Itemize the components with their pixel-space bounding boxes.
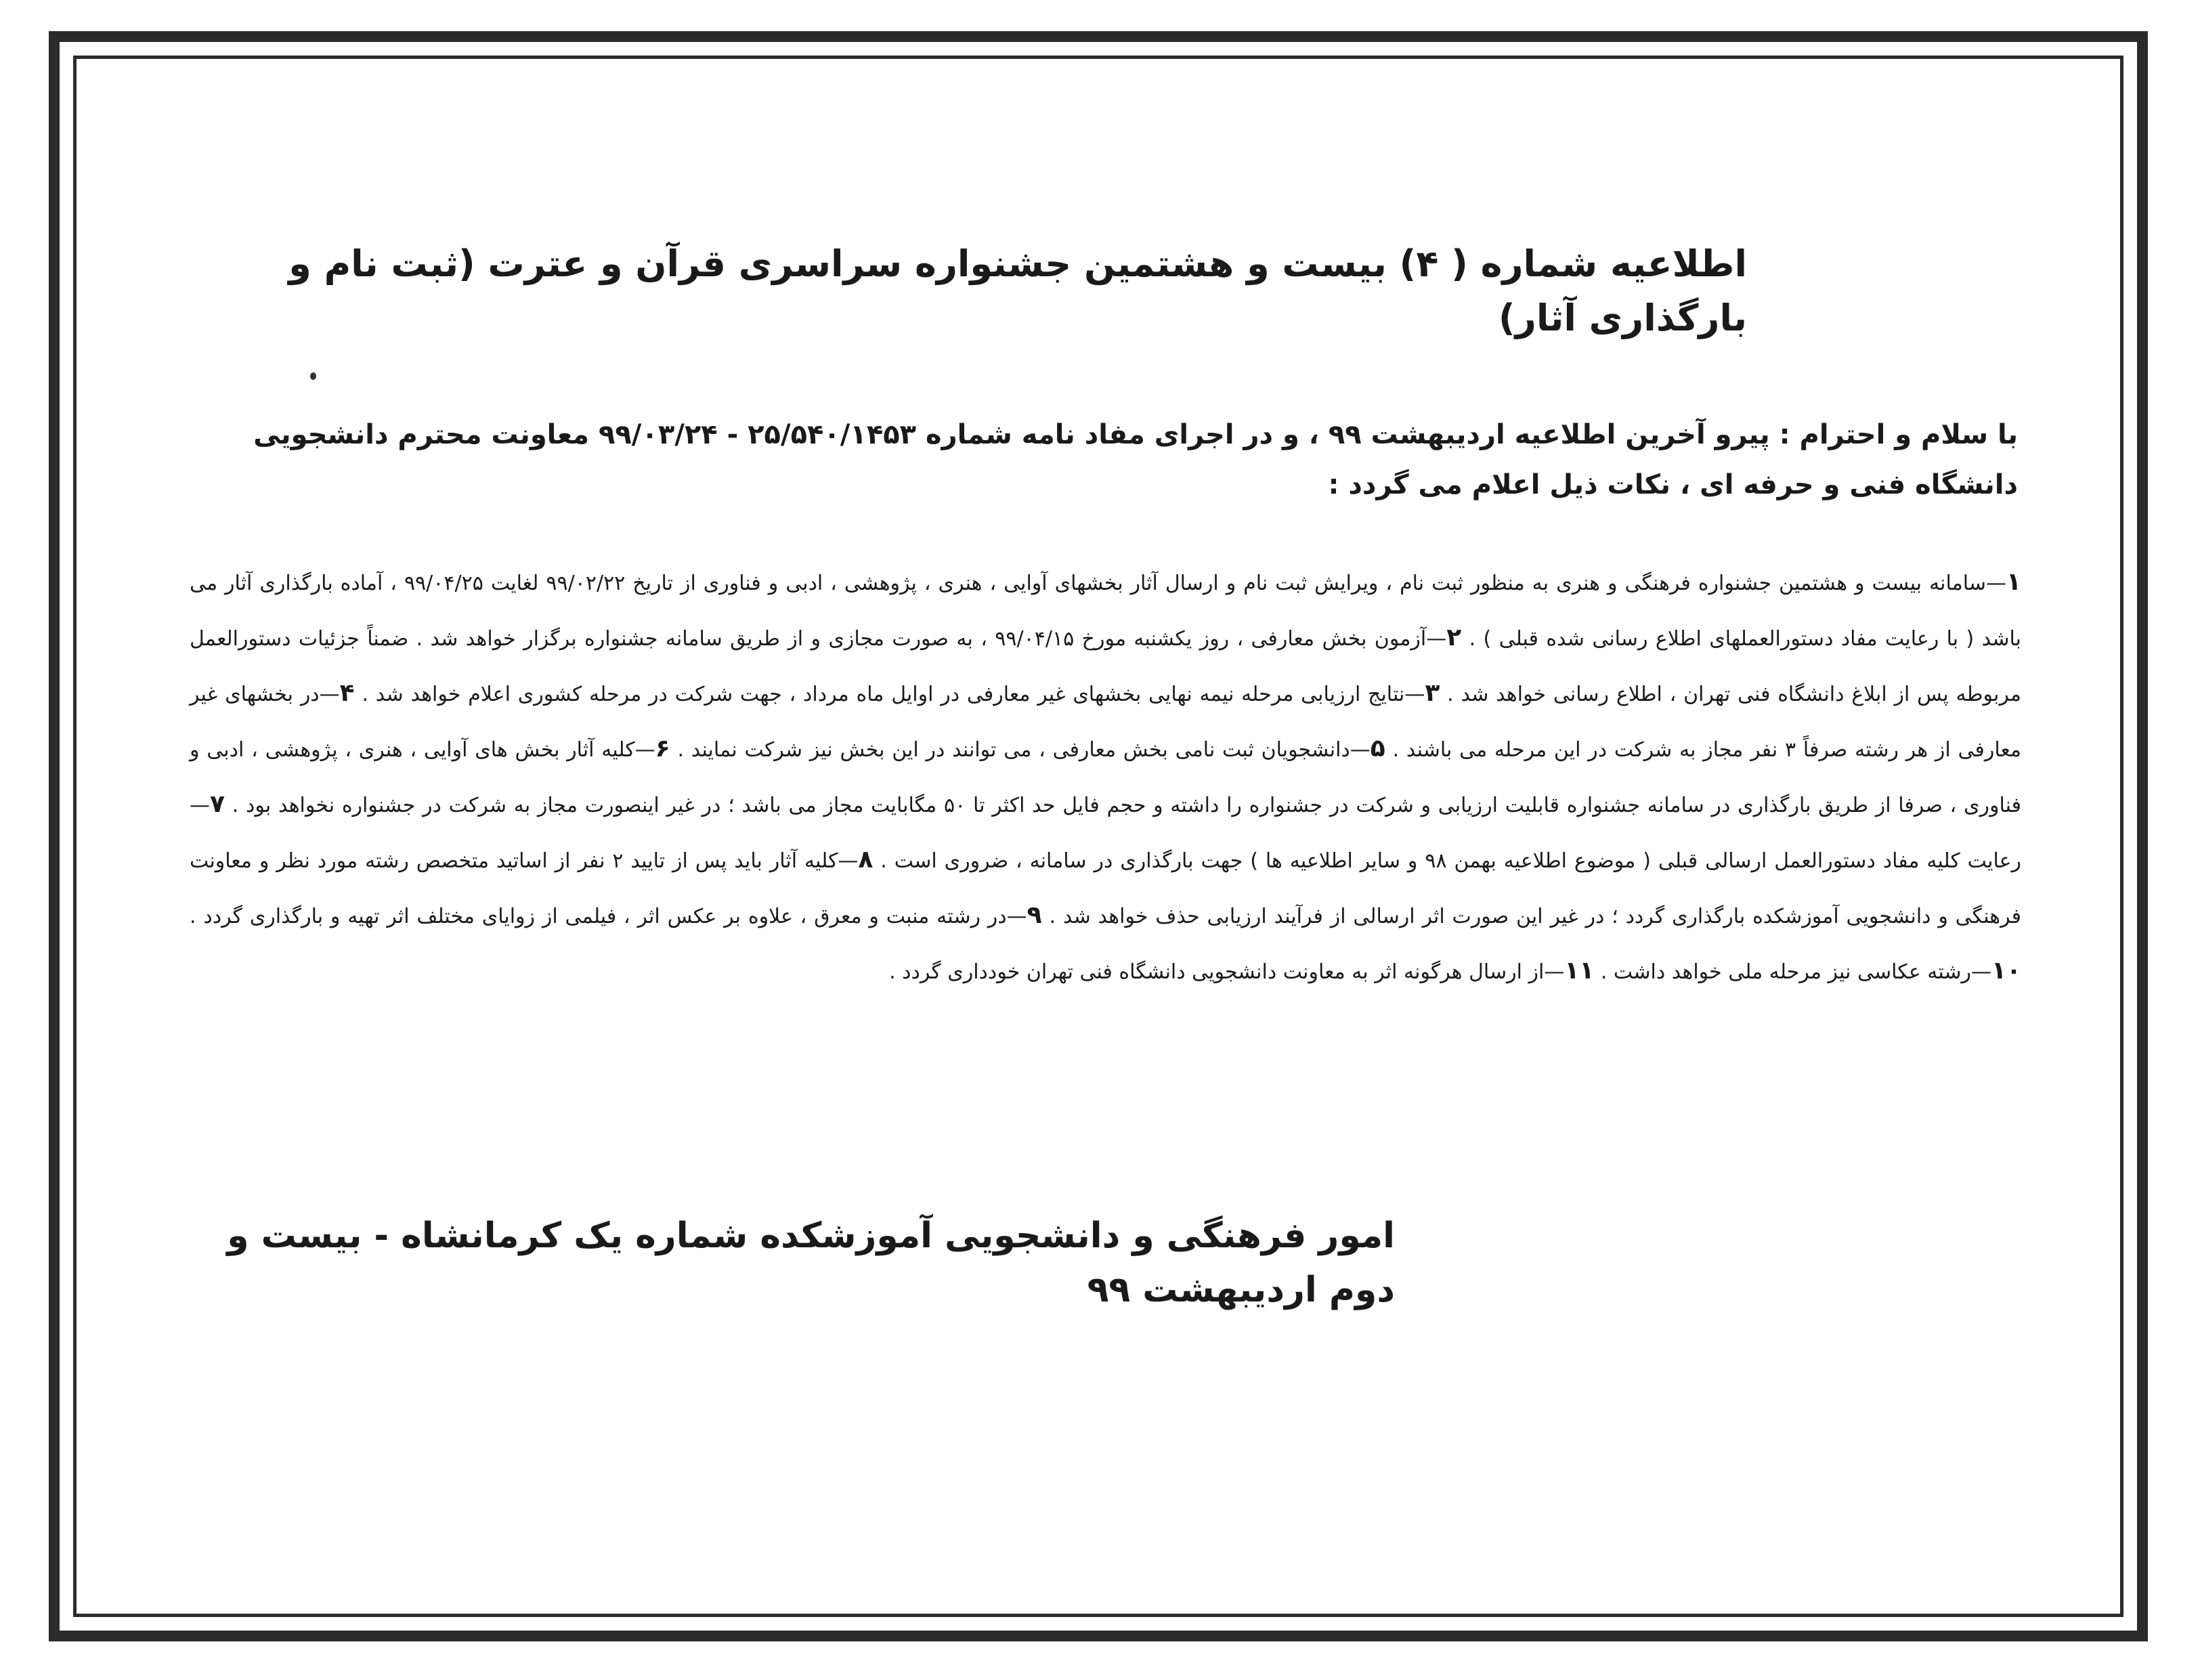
item-number: ۶ [655, 735, 670, 762]
item-text: از ارسال هرگونه اثر به معاونت دانشجویی دانشگاه فنی تهران خودداری گردد . [889, 960, 1545, 984]
list-item: ۱۱—از ارسال هرگونه اثر به معاونت دانشجویی دانشگاه فنی تهران خودداری گردد . [889, 957, 1595, 985]
list-item: ۶—کلیه آثار بخش های آوایی ، هنری ، پژوهشی ، ادبی و فناوری ، صرفا از طریق بارگذاری در سامانه جشنواره قابلیت ارزیابی و شرکت در جشنواره را داشته و حجم فایل حد اکثر تا ۵۰ مگابایت مجاز می باشد ؛ در غیر اینصورت مجاز به شرکت در جشنواره نخواهد بود . [190, 735, 2021, 817]
item-text: رعایت کلیه مفاد دستورالعمل ارسالی قبلی ( موضوع اطلاعیه بهمن ۹۸ و سایر اطلاعیه ها ) جهت بارگذاری در سامانه ، ضروری است . [880, 849, 2021, 873]
item-number: ۱۰ [1991, 957, 2021, 985]
item-text: دانشجویان ثبت نامی بخش معارفی ، می توانند در این بخش نیز شرکت نمایند . [677, 738, 1350, 762]
list-item: ۱۰—رشته عکاسی نیز مرحله ملی خواهد داشت . [1600, 957, 2021, 985]
item-text: رشته عکاسی نیز مرحله ملی خواهد داشت . [1600, 960, 1972, 984]
list-item: ۵—دانشجویان ثبت نامی بخش معارفی ، می توانند در این بخش نیز شرکت نمایند . [677, 735, 1385, 762]
stray-mark [310, 372, 316, 380]
list-item: ۴—در بخشهای غیر معارفی از هر رشته صرفاً ۳ نفر مجاز به شرکت در این مرحله می باشند . [190, 679, 2021, 762]
item-number: ۵ [1370, 735, 1385, 762]
list-item: ۱—سامانه بیست و هشتمین جشنواره فرهنگی و هنری به منظور ثبت نام ، ویرایش ثبت نام و ارسال آثار بخشهای آوایی ، هنری ، پژوهشی ، ادبی و فناوری از تاریخ ۹۹/۰۲/۲۲ لغایت ۹۹/۰۴/۲۵ ، آماده بارگذاری آثار می باشد ( با رعایت مفاد دستورالعملهای اطلاع رسانی شده قبلی ) . [190, 568, 2022, 651]
item-text: سامانه بیست و هشتمین جشنواره فرهنگی و هنری به منظور ثبت نام ، ویرایش ثبت نام و ارسال آثار بخشهای آوایی ، هنری ، پژوهشی ، ادبی و فناوری از تاریخ ۹۹/۰۲/۲۲ لغایت ۹۹/۰۴/۲۵ ، آماده بارگذاری آثار می باشد ( با رعایت مفاد دستورالعملهای اطلاع رسانی شده قبلی ) . [190, 572, 2021, 651]
item-number: ۳ [1425, 679, 1440, 707]
list-item: ۷—رعایت کلیه مفاد دستورالعمل ارسالی قبلی ( موضوع اطلاعیه بهمن ۹۸ و سایر اطلاعیه ها ) جهت بارگذاری در سامانه ، ضروری است . [190, 790, 2021, 873]
list-item: ۲—آزمون بخش معارفی ، روز یکشنبه مورخ ۹۹/۰۴/۱۵ ، به صورت مجازی و از طریق سامانه جشنواره برگزار خواهد شد . ضمناً جزئیات دستورالعمل مربوطه پس از ابلاغ دانشگاه فنی تهران ، اطلاع رسانی خواهد شد . [190, 624, 2021, 706]
announcement-title: اطلاعیه شماره ( ۴) بیست و هشتمین جشنواره سراسری قرآن و عترت (ثبت نام و بارگذاری آثار) [288, 242, 1747, 339]
list-item: ۹—در رشته منبت و معرق ، علاوه بر عکس اثر ، فیلمی از زوایای مختلف اثر تهیه و بارگذاری گردد . [190, 901, 1042, 929]
item-number: ۱۱ [1564, 957, 1595, 985]
item-number: ۱ [2006, 568, 2022, 596]
greeting-paragraph: با سلام و احترام : پیرو آخرین اطلاعیه اردیبهشت ۹۹ ، و در اجرای مفاد نامه شماره ۲۵/۵۴۰/۱۴۵۳ - ۹۹/۰۳/۲۴ معاونت محترم دانشجویی دانشگاه فنی و حرفه ای ، نکات ذیل اعلام می گردد : [253, 419, 2018, 500]
item-number: ۷ [210, 790, 225, 818]
item-text: آزمون بخش معارفی ، روز یکشنبه مورخ ۹۹/۰۴/۱۵ ، به صورت مجازی و از طریق سامانه جشنواره برگزار خواهد شد . ضمناً جزئیات دستورالعمل مربوطه پس از ابلاغ دانشگاه فنی تهران ، اطلاع رسانی خواهد شد . [190, 627, 2021, 706]
item-number: ۸ [858, 846, 873, 874]
items-paragraph [190, 555, 2021, 999]
item-text: کلیه آثار باید پس از تایید ۲ نفر از اساتید متخصص رشته مورد نظر و معاونت فرهنگی و دانشجویی آموزشکده بارگذاری گردد ؛ در غیر این صورت اثر ارسالی از فرآیند ارزیابی حذف خواهد شد . [190, 849, 2021, 928]
item-number: ۲ [1446, 624, 1462, 651]
item-text: نتایج ارزیابی مرحله نیمه نهایی بخشهای غیر معارفی در اوایل ماه مرداد ، جهت شرکت در مرحله کشوری اعلام خواهد شد . [362, 683, 1405, 706]
item-text: در رشته منبت و معرق ، علاوه بر عکس اثر ، فیلمی از زوایای مختلف اثر تهیه و بارگذاری گردد . [190, 905, 1007, 928]
item-text: کلیه آثار بخش های آوایی ، هنری ، پژوهشی ، ادبی و فناوری ، صرفا از طریق بارگذاری در سامانه جشنواره قابلیت ارزیابی و شرکت در جشنواره را داشته و حجم فایل حد اکثر تا ۵۰ مگابایت مجاز می باشد ؛ در غیر اینصورت مجاز به شرکت در جشنواره نخواهد بود . [190, 738, 2021, 817]
item-number: ۴ [339, 679, 355, 707]
item-text: در بخشهای غیر معارفی از هر رشته صرفاً ۳ نفر مجاز به شرکت در این مرحله می باشند . [190, 683, 2021, 762]
list-item: ۸—کلیه آثار باید پس از تایید ۲ نفر از اساتید متخصص رشته مورد نظر و معاونت فرهنگی و دانشجویی آموزشکده بارگذاری گردد ؛ در غیر این صورت اثر ارسالی از فرآیند ارزیابی حذف خواهد شد . [190, 846, 2021, 928]
item-number: ۹ [1027, 901, 1042, 929]
signature-line: امور فرهنگی و دانشجویی آموزشکده شماره یک کرمانشاه - بیست و دوم اردیبهشت ۹۹ [227, 1215, 1395, 1310]
list-item: ۳—نتایج ارزیابی مرحله نیمه نهایی بخشهای غیر معارفی در اوایل ماه مرداد ، جهت شرکت در مرحله کشوری اعلام خواهد شد . [362, 679, 1440, 707]
